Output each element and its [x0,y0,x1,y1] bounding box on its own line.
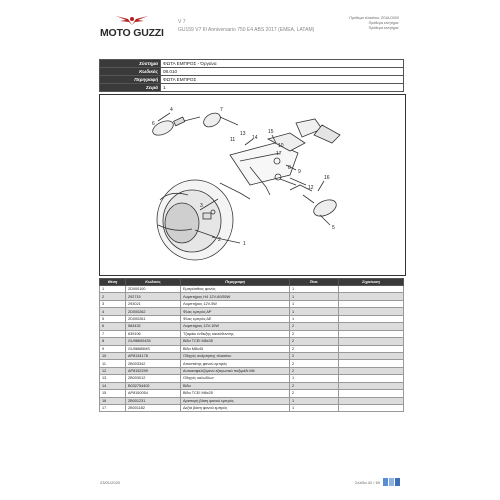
parts-list-table [99,278,404,412]
part-quantity: 2 [290,345,339,352]
part-description: Βίδα M8x45 [181,345,290,352]
callout-15: 15 [268,129,274,135]
info-value: 1 [161,84,404,92]
part-code: B032754402 [126,382,181,389]
info-row [100,76,404,84]
col-note: Σημείωση [339,279,404,286]
part-description: Αριστερή βάση φανού εμπρός [181,397,290,404]
part-note [339,382,404,389]
callout-14: 14 [252,135,258,141]
info-key: Περιγραφή [100,76,161,84]
part-note [339,286,404,293]
part-position: 7 [100,330,126,337]
part-code: 2D000261 [126,315,181,322]
parts-row [100,352,404,359]
part-position: 8 [100,338,126,345]
part-quantity: 2 [290,360,339,367]
part-description: Δεξιά βάση φανού εμπρός [181,405,290,412]
part-quantity: 1 [290,293,339,300]
parts-row [100,338,404,345]
info-key: Σειρά [100,84,161,92]
prefix-info [349,16,399,31]
info-row [100,60,404,68]
part-quantity: 2 [290,330,339,337]
info-value: 08.010 [161,68,404,76]
part-quantity: 2 [290,367,339,374]
parts-row [100,315,404,322]
part-note [339,323,404,330]
part-position: 11 [100,360,126,367]
part-description: Λαμπτήρας H4 12V-60/55W [181,293,290,300]
part-position: 14 [100,382,126,389]
page-number: Σελίδα 42 / 69 [355,480,381,485]
part-code: 2B003012 [126,375,181,382]
callout-2: 2 [218,237,221,243]
part-note [339,360,404,367]
callout-6: 6 [152,121,155,127]
col-quantity: Ποσ. [290,279,339,286]
part-position: 3 [100,300,126,307]
parts-row [100,382,404,389]
part-code: 292715 [126,293,181,300]
part-code: 2D000100 [126,286,181,293]
part-position: 13 [100,375,126,382]
parts-row [100,390,404,397]
part-note [339,338,404,345]
part-note [339,397,404,404]
callout-12: 12 [308,185,314,191]
part-note [339,375,404,382]
callout-3: 3 [200,203,203,209]
callout-10: 10 [278,143,284,149]
parts-row [100,360,404,367]
engine-prefix-2: Πρόθεμα κινητήρα: [368,26,399,30]
parts-row [100,286,404,293]
group-info-table [99,59,404,92]
part-quantity: 2 [290,390,339,397]
exploded-parts-diagram [99,94,406,276]
parts-row [100,300,404,307]
info-key: Σύστημα [100,60,161,68]
callout-8: 8 [288,165,291,171]
parts-row [100,405,404,412]
part-note [339,300,404,307]
part-description: Αυτοασφαλιζόμενο εξαγωνικό παξιμάδι M6 [181,367,290,374]
part-quantity: 1 [290,300,339,307]
part-position: 15 [100,390,126,397]
engine-prefix: Πρόθεμα κινητήρα: [368,21,399,25]
info-key: Κωδικός [100,68,161,76]
parts-row [100,375,404,382]
part-quantity: 2 [290,382,339,389]
part-note [339,293,404,300]
part-description: Φλας εμπρός ΑΡ [181,308,290,315]
moto-guzzi-logo [100,14,164,44]
part-code: 2B001182 [126,405,181,412]
callout-5: 5 [332,225,335,231]
model-description: GU159 V7 III Anniversario 750 E4 ABS 2017 (EMEA, LATAM) [178,27,315,33]
part-quantity: 1 [290,315,339,322]
part-note [339,315,404,322]
part-note [339,367,404,374]
parts-row [100,308,404,315]
part-note [339,390,404,397]
part-code: 2B001231 [126,397,181,404]
part-position: 2 [100,293,126,300]
part-position: 12 [100,367,126,374]
parts-row [100,323,404,330]
part-note [339,308,404,315]
part-position: 5 [100,315,126,322]
part-note [339,330,404,337]
part-code: GU98685MS [126,345,181,352]
info-value: ΦΩΤΑ ΕΜΠΡΟΣ [161,76,404,84]
callout-11: 11 [230,137,236,143]
part-code: 293021 [126,300,181,307]
part-description: Βίδα TCEI M6x25 [181,390,290,397]
parts-row [100,293,404,300]
part-quantity: 1 [290,286,339,293]
eagle-emblem-icon [114,14,150,26]
part-description: Λαμπτήρας 12V-5W [181,300,290,307]
col-position: Θέση [100,279,126,286]
part-quantity: 2 [290,338,339,345]
print-date: 23/01/2020 [100,480,121,485]
callout-7: 7 [220,107,223,113]
part-description: Εμπρόσθιος φανός [181,286,290,293]
part-description: Βίδα [181,382,290,389]
part-quantity: 2 [290,352,339,359]
part-description: Τζαμάκι ένδειξης κατεύθυνσης [181,330,290,337]
info-row [100,68,404,76]
brand-name: MOTO GUZZI [100,27,164,39]
callout-13: 13 [240,131,246,137]
callout-9: 9 [298,169,301,175]
part-note [339,345,404,352]
callout-16: 16 [324,175,330,181]
part-description: Φλας εμπρός ΔΕ [181,315,290,322]
info-row [100,84,404,92]
part-position: 4 [100,308,126,315]
part-position: 6 [100,323,126,330]
part-position: 1 [100,286,126,293]
parts-row [100,330,404,337]
parts-row [100,367,404,374]
part-quantity: 1 [290,308,339,315]
part-quantity: 1 [290,405,339,412]
part-code: GU98690435 [126,338,181,345]
part-description: Βίδα TCEI M8x35 [181,338,290,345]
part-position: 16 [100,397,126,404]
part-quantity: 1 [290,375,339,382]
parts-row [100,397,404,404]
col-code: Κωδικός [126,279,181,286]
part-note [339,405,404,412]
part-quantity: 1 [290,397,339,404]
part-code: 584432 [126,323,181,330]
footer-brand-icon [383,478,403,486]
part-note [339,352,404,359]
part-description: Λαμπτήρας 12V-10W [181,323,290,330]
part-quantity: 2 [290,323,339,330]
part-code: 2B003342 [126,360,181,367]
part-code: 639106 [126,330,181,337]
part-description: Οδηγός καλωδίων [181,375,290,382]
callout-17: 17 [276,151,282,157]
part-description: Οδηγός ανάρτησης πλαισίου [181,352,290,359]
callout-4: 4 [170,107,173,113]
part-code: AP8134178 [126,352,181,359]
part-description: Αποστάτης φανού εμπρός [181,360,290,367]
part-position: 9 [100,345,126,352]
part-code: AP8150054 [126,390,181,397]
parts-row [100,345,404,352]
part-code: AP8152299 [126,367,181,374]
headlight-exploded-view [100,95,405,275]
col-description: Περιγραφή [181,279,290,286]
part-position: 10 [100,352,126,359]
info-value: ΦΩΤΑ ΕΜΠΡΟΣ - Όργανα [161,60,404,68]
part-code: 2D000262 [126,308,181,315]
frame-prefix: Πρόθεμα πλαισίου: ZGULD000 [349,16,399,20]
parts-header-row [100,279,404,286]
callout-1: 1 [243,241,246,247]
part-position: 17 [100,405,126,412]
model-name: V 7 [178,19,186,25]
